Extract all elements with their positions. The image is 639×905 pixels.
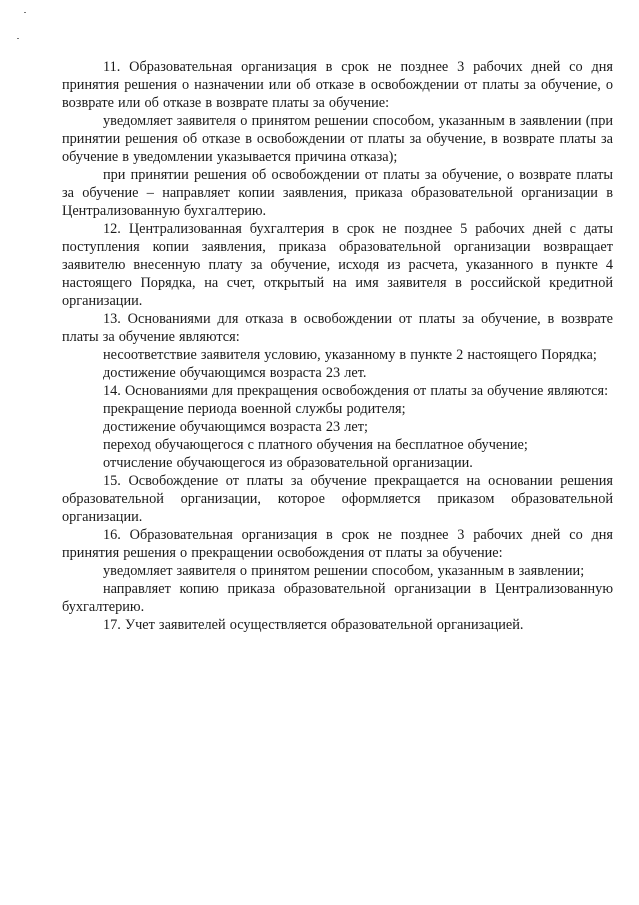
paragraph-14-item-2: достижение обучающимся возраста 23 лет; [103,419,368,435]
paragraph-16-notify: уведомляет заявителя о принятом решении способом, указанным в заявлении; [103,563,585,579]
scan-speck [24,12,26,13]
document-body [62,58,613,634]
scan-speck [17,38,19,39]
paragraph-11-send-copies: при принятии решения об освобождении от платы за обучение, о возврате платы за обучение – направляет копии заявления, приказа образовательной организации в Централизованную бухгалтерию. [62,167,613,219]
paragraph-15: 15. Освобождение от платы за обучение прекращается на основании решения образовательной организации, которое оформляется приказом образовательной организации. [62,473,613,525]
paragraph-14: 14. Основаниями для прекращения освобождения от платы за обучение являются: [103,383,609,399]
paragraph-13: 13. Основаниями для отказа в освобождении от платы за обучение, в возврате платы за обучение являются: [62,311,613,345]
paragraph-12: 12. Централизованная бухгалтерия в срок не позднее 5 рабочих дней с даты поступления копии заявления, приказа образовательной организации возвращает заявителю внесенную плату за обучение, исходя из расчета, указанного в пункте 4 настоящего Порядка, на счет, открытый на имя заявителя в российской кредитной организации. [62,221,613,309]
paragraph-11-notify: уведомляет заявителя о принятом решении способом, указанным в заявлении (при принятии решения об отказе в освобождении от платы за обучение, в возврате платы за обучение в уведомлении указывается причина отказа); [62,113,613,165]
paragraph-14-item-3: переход обучающегося с платного обучения на бесплатное обучение; [103,437,528,453]
paragraph-11: 11. Образовательная организация в срок не позднее 3 рабочих дней со дня принятия решения о назначении или об отказе в освобождении от платы за обучение, о возврате или об отказе в возврате платы за обучение: [62,59,613,111]
paragraph-13-item-1: несоответствие заявителя условию, указанному в пункте 2 настоящего Порядка; [103,347,597,363]
paragraph-16: 16. Образовательная организация в срок не позднее 3 рабочих дней со дня принятия решения о прекращении освобождения от платы за обучение: [62,527,613,561]
paragraph-13-item-2: достижение обучающимся возраста 23 лет. [103,365,367,381]
paragraph-17: 17. Учет заявителей осуществляется образовательной организацией. [103,617,524,633]
paragraph-14-item-4: отчисление обучающегося из образовательной организации. [103,455,473,471]
paragraph-16-send-copy: направляет копию приказа образовательной организации в Централизованную бухгалтерию. [62,581,613,615]
paragraph-14-item-1: прекращение периода военной службы родителя; [103,401,406,417]
